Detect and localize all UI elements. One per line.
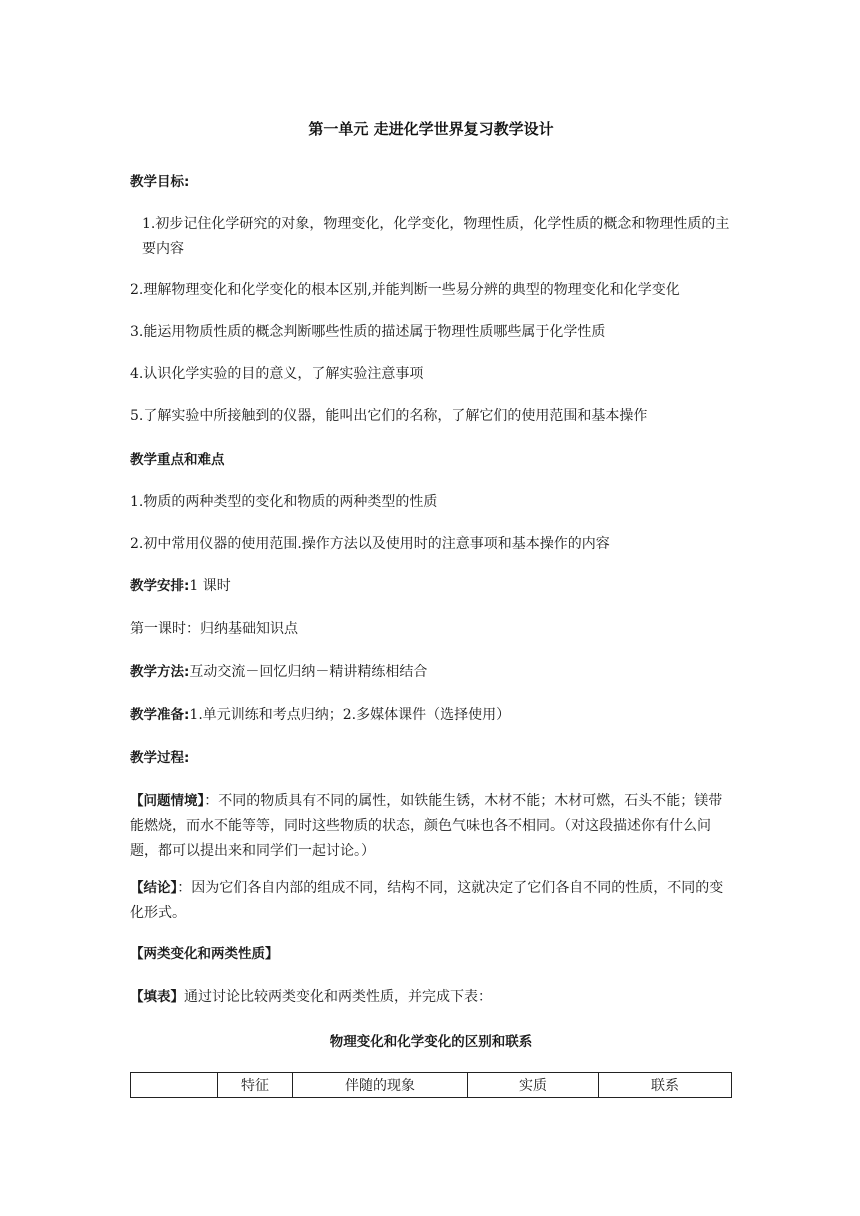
comparison-table: [130, 1072, 732, 1098]
section-heading: 【两类变化和两类性质】: [130, 946, 279, 962]
fill-text: 通过讨论比较两类变化和两类性质，并完成下表：: [184, 989, 492, 1005]
table-header-cell: [131, 1073, 218, 1098]
table-header-cell: 实质: [468, 1073, 599, 1098]
table-header-cell: 伴随的现象: [293, 1073, 468, 1098]
objective-item: 1.初步记住化学研究的对象，物理变化，化学变化，物理性质，化学性质的概念和物理性质的主要内容: [142, 216, 730, 257]
table-header-cell: 特征: [218, 1073, 293, 1098]
conclusion-paragraph: [130, 876, 732, 926]
conclusion-text: ：因为它们各自内部的组成不同，结构不同，这就决定了它们各自不同的性质，不同的变化形式。: [130, 880, 724, 921]
document-title: 第一单元 走进化学世界复习教学设计: [308, 120, 554, 138]
objective-item: 4.认识化学实验的目的意义，了解实验注意事项: [130, 366, 424, 382]
fill-line: [130, 985, 732, 1010]
process-heading: 教学过程:: [130, 750, 190, 766]
problem-paragraph: [130, 789, 732, 864]
method-line: [130, 660, 732, 685]
method-value: 互动交流－回忆归纳－精讲精练相结合: [189, 664, 428, 680]
conclusion-label: 【结论】: [130, 880, 178, 896]
table-header-cell: 联系: [599, 1073, 732, 1098]
arrangement-value: 1 课时: [189, 578, 231, 594]
table-caption: 物理变化和化学变化的区别和联系: [329, 1034, 533, 1050]
prep-value: 1.单元训练和考点归纳；2.多媒体课件（选择使用）: [189, 707, 511, 723]
objectives-heading: 教学目标:: [130, 174, 190, 190]
prep-line: [130, 703, 732, 728]
keypoint-item: 2.初中常用仪器的使用范围.操作方法以及使用时的注意事项和基本操作的内容: [130, 536, 610, 552]
objective-item: 3.能运用物质性质的概念判断哪些性质的描述属于物理性质哪些属于化学性质: [130, 324, 606, 340]
objective-item: 2.理解物理变化和化学变化的根本区别,并能判断一些易分辨的典型的物理变化和化学变化: [130, 282, 680, 298]
arrangement-line: [130, 574, 732, 599]
problem-label: 【问题情境】: [130, 793, 205, 809]
arrangement-label: 教学安排:: [130, 578, 190, 594]
keypoints-heading: 教学重点和难点: [130, 452, 225, 468]
fill-label: 【填表】: [130, 989, 184, 1005]
prep-label: 教学准备:: [130, 707, 190, 723]
keypoint-item: 1.物质的两种类型的变化和物质的两种类型的性质: [130, 494, 438, 510]
objective-item: 5.了解实验中所接触到的仪器，能叫出它们的名称，了解它们的使用范围和基本操作: [130, 408, 648, 424]
first-lesson-line: 第一课时：归纳基础知识点: [130, 621, 298, 637]
method-label: 教学方法:: [130, 664, 190, 680]
problem-text: ：不同的物质具有不同的属性，如铁能生锈，木材不能；木材可燃，石头不能；镁带能燃烧，而水不能等等，同时这些物质的状态，颜色气味也各不相同。（对这段描述你有什么问题，都可以提出来和同学们一起讨论。）: [130, 793, 723, 859]
table-header-row: [131, 1073, 732, 1098]
